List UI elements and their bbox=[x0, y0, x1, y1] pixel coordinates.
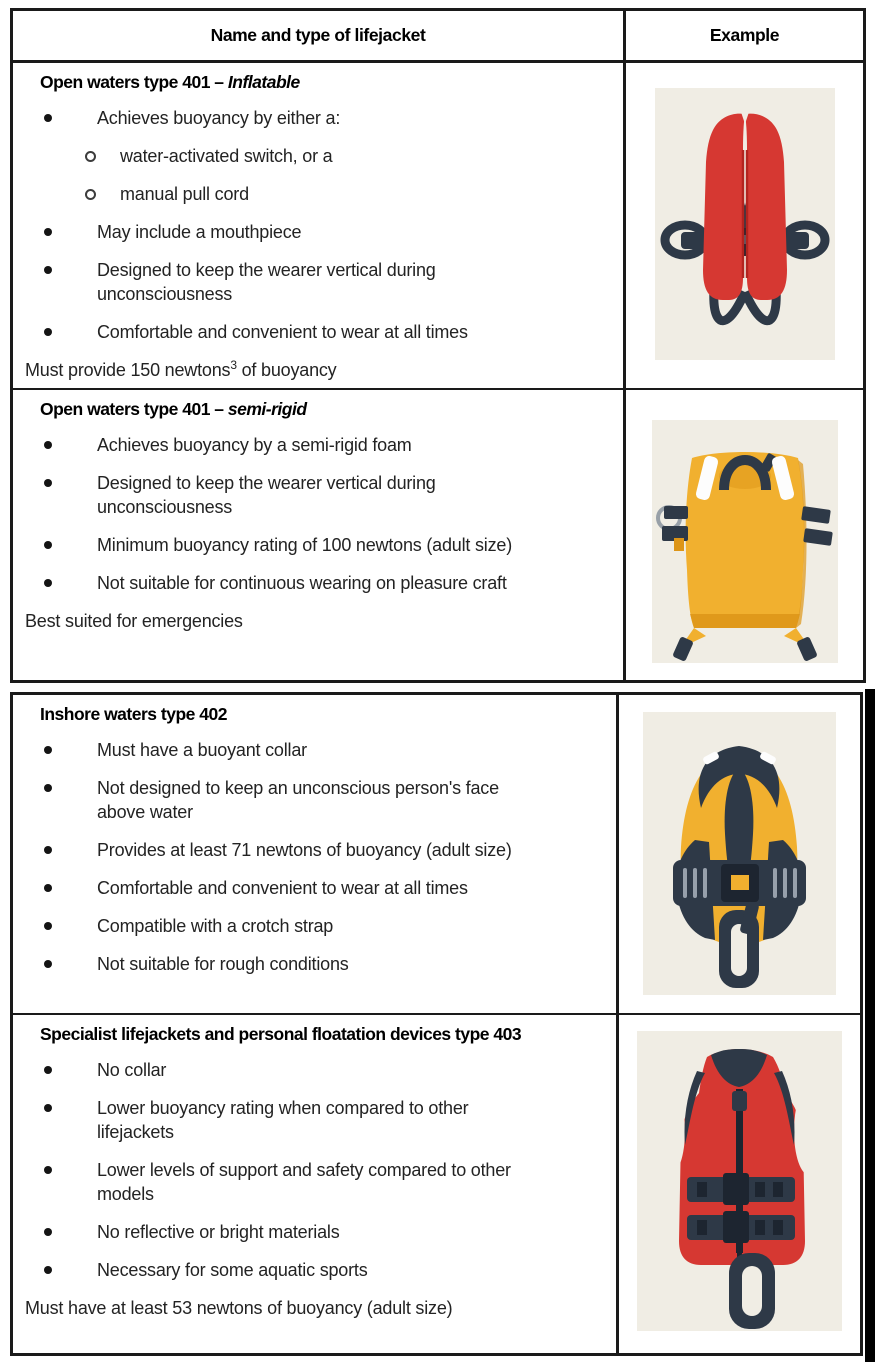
row-open-waters-401-inflatable bbox=[13, 63, 863, 390]
row-note-text: Must provide 150 newtons bbox=[25, 360, 231, 380]
semi-rigid-lifejacket-image bbox=[652, 420, 838, 663]
example-cell bbox=[626, 63, 863, 388]
row-title: Specialist lifejackets and personal floatation devices type 403 bbox=[40, 1024, 522, 1044]
row-description-cell bbox=[13, 390, 626, 680]
lifejacket-table-part-2 bbox=[10, 692, 863, 1356]
inshore-lifejacket-image bbox=[643, 712, 836, 995]
row-title-text: Open waters type 401 – bbox=[40, 399, 228, 419]
bullet-item: Not suitable for continuous wearing on pleasure craft bbox=[13, 571, 537, 595]
row-note bbox=[13, 358, 623, 382]
lifejacket-table-part-1 bbox=[10, 8, 866, 683]
bullet-item: Designed to keep the wearer vertical during unconsciousness bbox=[13, 258, 537, 306]
bullet-item: Lower levels of support and safety compared to other models bbox=[13, 1158, 537, 1206]
bullet-item: Compatible with a crotch strap bbox=[13, 914, 537, 938]
row-description-cell bbox=[13, 695, 619, 1013]
row-title-italic: Inflatable bbox=[227, 72, 300, 92]
sub-bullet-item: manual pull cord bbox=[13, 182, 560, 206]
bullet-list bbox=[13, 1058, 616, 1282]
bullet-item: May include a mouthpiece bbox=[13, 220, 537, 244]
bullet-item: Not designed to keep an unconscious person's face above water bbox=[13, 776, 537, 824]
row-description-cell bbox=[13, 1015, 619, 1353]
bullet-item: No reflective or bright materials bbox=[13, 1220, 537, 1244]
scan-edge-artifact bbox=[865, 689, 875, 1362]
inflatable-lifejacket-image bbox=[655, 88, 835, 360]
bullet-list bbox=[13, 106, 623, 344]
bullet-item: Necessary for some aquatic sports bbox=[13, 1258, 537, 1282]
row-title-text: Open waters type 401 – bbox=[40, 72, 228, 92]
row-title bbox=[13, 390, 623, 420]
specialist-lifejacket-image bbox=[637, 1031, 842, 1331]
bullet-item: Comfortable and convenient to wear at all times bbox=[13, 876, 537, 900]
sub-bullet-item: water-activated switch, or a bbox=[13, 144, 560, 168]
bullet-item: No collar bbox=[13, 1058, 537, 1082]
row-description-cell bbox=[13, 63, 626, 388]
example-cell bbox=[619, 695, 860, 1013]
bullet-list bbox=[13, 433, 623, 595]
bullet-item: Achieves buoyancy by either a: bbox=[13, 106, 537, 130]
row-specialist-lifejackets-403 bbox=[13, 1015, 860, 1353]
bullet-item: Minimum buoyancy rating of 100 newtons (adult size) bbox=[13, 533, 537, 557]
bullet-item: Provides at least 71 newtons of buoyancy (adult size) bbox=[13, 838, 537, 862]
column-header-example: Example bbox=[709, 25, 780, 45]
row-note-text: of buoyancy bbox=[236, 360, 337, 380]
bullet-item: Lower buoyancy rating when compared to other lifejackets bbox=[13, 1096, 537, 1144]
row-title: Inshore waters type 402 bbox=[40, 704, 227, 724]
row-inshore-waters-402 bbox=[13, 695, 860, 1015]
bullet-item: Comfortable and convenient to wear at all times bbox=[13, 320, 537, 344]
row-title bbox=[13, 63, 623, 93]
table-header-row bbox=[13, 11, 863, 63]
bullet-item: Must have a buoyant collar bbox=[13, 738, 537, 762]
row-note: Must have at least 53 newtons of buoyancy (adult size) bbox=[25, 1298, 453, 1318]
row-open-waters-401-semi-rigid bbox=[13, 390, 863, 680]
bullet-list bbox=[13, 738, 616, 976]
bullet-item: Designed to keep the wearer vertical during unconsciousness bbox=[13, 471, 537, 519]
column-header-name: Name and type of lifejacket bbox=[13, 11, 626, 60]
example-cell bbox=[619, 1015, 860, 1353]
bullet-item: Not suitable for rough conditions bbox=[13, 952, 537, 976]
row-title-italic: semi-rigid bbox=[227, 399, 307, 419]
footnote-marker: 3 bbox=[230, 358, 237, 372]
example-cell bbox=[626, 390, 863, 680]
bullet-item: Achieves buoyancy by a semi-rigid foam bbox=[13, 433, 537, 457]
row-note: Best suited for emergencies bbox=[25, 611, 243, 631]
